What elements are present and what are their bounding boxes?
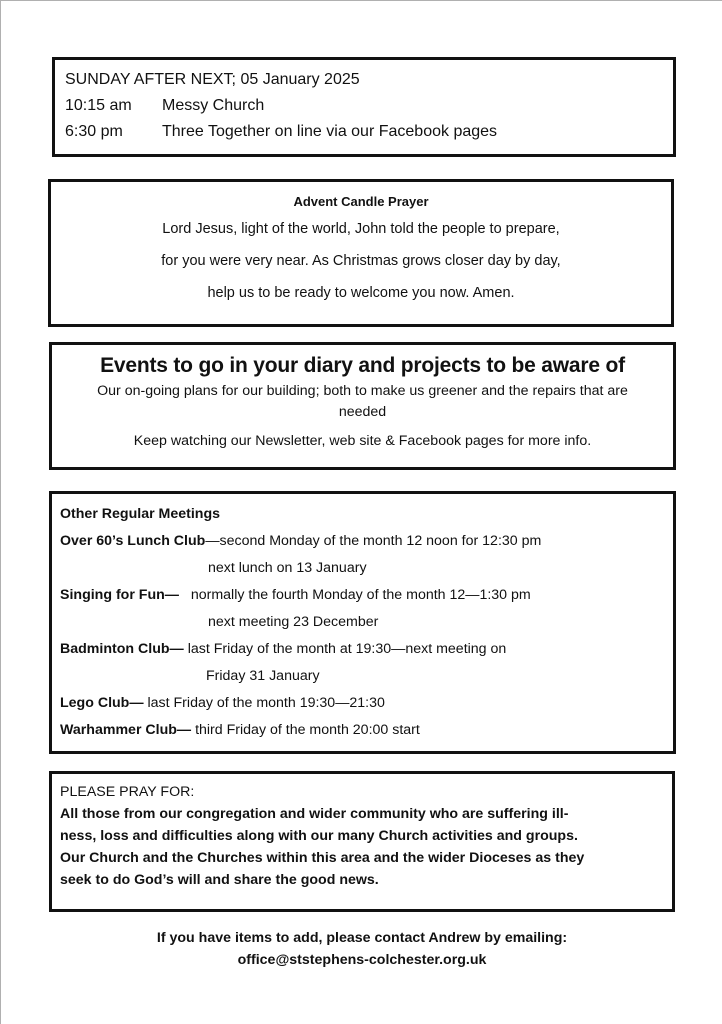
next-sunday-box	[52, 57, 676, 157]
pray-for-line: Our Church and the Churches within this area and the wider Dioceses as they	[60, 850, 585, 866]
events-box	[49, 342, 676, 470]
service-row	[65, 119, 663, 145]
meeting-item	[60, 690, 665, 717]
meeting-name: Lego Club—	[60, 695, 144, 711]
meeting-detail: last Friday of the month at 19:30—next meeting on	[187, 641, 507, 657]
meetings-box	[49, 491, 676, 754]
meeting-name: Warhammer Club—	[60, 722, 192, 738]
next-sunday-heading: SUNDAY AFTER NEXT; 05 January 2025	[65, 71, 360, 88]
service-time: 10:15 am	[65, 97, 132, 114]
meeting-name: Over 60’s Lunch Club	[60, 533, 206, 549]
meeting-next: next lunch on 13 January	[208, 560, 367, 576]
service-time: 6:30 pm	[65, 123, 123, 140]
prayer-line: help us to be ready to welcome you now. Amen.	[207, 285, 515, 301]
prayer-line: for you were very near. As Christmas grows closer day by day,	[161, 253, 561, 269]
events-text: Our on-going plans for our building; both to make us greener and the repairs that are needed	[97, 383, 628, 420]
prayer-title: Advent Candle Prayer	[293, 194, 429, 209]
meeting-name: Singing for Fun—	[60, 587, 179, 603]
meeting-next: next meeting 23 December	[208, 614, 379, 630]
pray-for-box	[49, 771, 675, 912]
events-note: Keep watching our Newsletter, web site & Facebook pages for more info.	[133, 433, 592, 449]
pray-for-line: seek to do God’s will and share the good news.	[60, 872, 379, 888]
meeting-item	[60, 528, 665, 555]
prayer-box	[48, 179, 674, 327]
pray-for-line: ness, loss and difficulties along with our many Church activities and groups.	[60, 828, 578, 844]
service-row	[65, 93, 663, 119]
pray-for-heading: PLEASE PRAY FOR:	[60, 784, 195, 800]
pray-for-line: All those from our congregation and wider community who are suffering ill-	[60, 806, 569, 822]
prayer-line: Lord Jesus, light of the world, John told the people to prepare,	[162, 221, 560, 237]
meeting-detail: normally the fourth Monday of the month 12—1:30 pm	[190, 587, 531, 603]
meeting-next: Friday 31 January	[206, 668, 320, 684]
service-name: Three Together on line via our Facebook pages	[162, 123, 498, 140]
footer-contact: If you have items to add, please contact Andrew by emailing:	[156, 930, 568, 946]
meeting-item	[60, 636, 665, 663]
meeting-detail: last Friday of the month 19:30—21:30	[147, 695, 385, 711]
meetings-heading: Other Regular Meetings	[60, 506, 221, 522]
meeting-detail: —second Monday of the month 12 noon for 12:30 pm	[205, 533, 542, 549]
meeting-name: Badminton Club—	[60, 641, 184, 657]
footer-email-link[interactable]: office@ststephens-colchester.org.uk	[237, 952, 487, 968]
events-heading: Events to go in your diary and projects to be aware of	[100, 354, 625, 377]
meeting-detail: third Friday of the month 20:00 start	[195, 722, 420, 738]
meeting-item	[60, 582, 665, 609]
meeting-item	[60, 717, 665, 744]
footer	[1, 927, 722, 971]
service-name: Messy Church	[162, 97, 265, 114]
